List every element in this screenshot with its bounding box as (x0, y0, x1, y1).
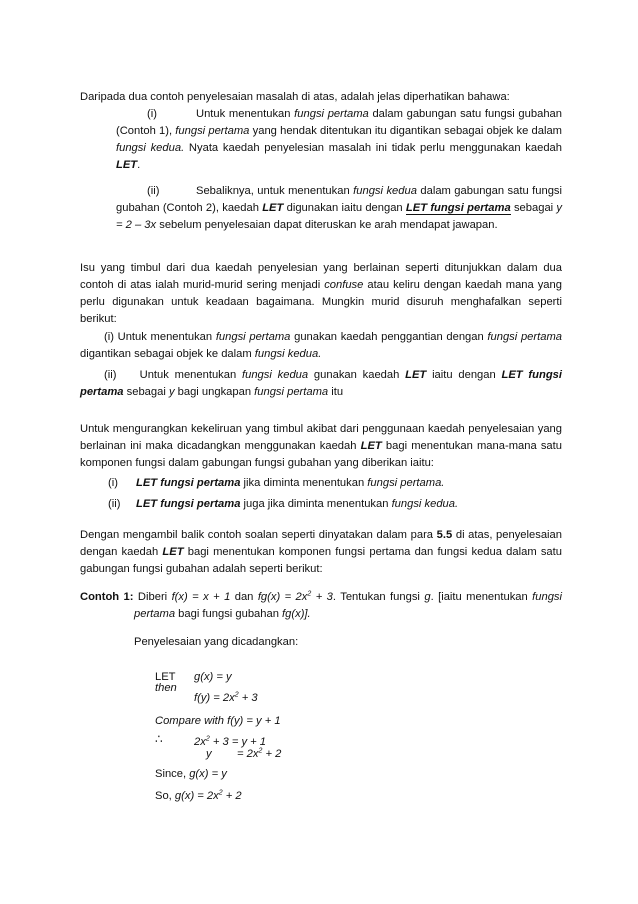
therefore-symbol: ∴ (155, 732, 163, 746)
reduce-paragraph: Untuk mengurangkan kekeliruan yang timbul akibat dari penggunaan kaedah penyelesaian yang berlainan ini maka dicadangkan menggunakan kaedah LET bagi menentukan mana-mana satu komponen fungsi dalam gabungan fungsi gubahan yang diberikan iaitu: (80, 423, 562, 469)
work-then: then (155, 682, 177, 694)
obs2-number: (ii) (147, 185, 160, 197)
intro-text: Daripada dua contoh penyelesaian masalah di atas, adalah jelas diperhatikan bahawa: (80, 91, 510, 103)
obs2-paragraph: Sebaliknya, untuk menentukan fungsi kedua dalam gabungan satu fungsi gubahan (Contoh 2), kaedah LET digunakan iaitu dengan LET fungsi pertama sebagai y = 2 – 3x sebelum penyelesaian dapat diteruskan ke arah mendapat jawapan. (116, 185, 563, 231)
work-fy: $f(y) = 2x^2 + 3$ (194, 691, 258, 704)
rule2-number: (ii) (108, 498, 121, 510)
work-since: Since, g(x) = y (155, 768, 227, 780)
memo1-paragraph: (i) Untuk menentukan fungsi pertama gunakan kaedah penggantian dengan fungsi pertama digantikan sebagai objek ke dalam fungsi kedua. (80, 331, 562, 360)
work-let: LET (155, 671, 176, 683)
example-paragraph: Contoh 1: Diberi f(x) = x + 1 dan $fg(x) = 2x^2 + 3$. Tentukan fungsi g. [iaitu menentukan fungsi pertama bagi fungsi gubahan fg(x)]. (80, 590, 563, 620)
rule1-text: LET fungsi pertama jika diminta menentukan fungsi pertama. (136, 477, 445, 489)
work-eq2: = $2x^2 + 2$ (237, 747, 282, 760)
retake-paragraph: Dengan mengambil balik contoh soalan seperti dinyatakan dalam para 5.5 di atas, penyelesaian dengan kaedah LET bagi menentukan komponen fungsi pertama dan fungsi kedua dalam satu gabungan fungsi gubahan adalah seperti berikut: (80, 529, 562, 575)
work-eq1: $2x^2 + 3 = y + 1$ (194, 735, 267, 748)
rule1-number: (i) (108, 477, 118, 489)
work-compare: Compare with f(y) = y + 1 (155, 715, 281, 727)
proposed-solution-label: Penyelesaian yang dicadangkan: (134, 636, 299, 648)
rule2-text: LET fungsi pertama juga jika diminta menentukan fungsi kedua. (136, 498, 459, 510)
work-so: So, $g(x) = 2x^2 + 2$ (155, 789, 242, 802)
memo2-paragraph: (ii) Untuk menentukan fungsi kedua gunakan kaedah LET iaitu dengan LET fungsi pertama sebagai y bagi ungkapan fungsi pertama itu (80, 369, 562, 398)
issue-paragraph: Isu yang timbul dari dua kaedah penyelesian yang berlainan seperti ditunjukkan dalam dua contoh di atas ialah murid-murid sering menjadi confuse atau keliru dengan kaedah mana yang perlu digunakan untuk keadaan bagaimana. Mungkin murid disuruh menghafalkan seperti berikut: (80, 262, 562, 325)
work-gx: g(x) = y (194, 671, 232, 683)
work-eq2-y: y (206, 748, 212, 760)
obs1-paragraph: Untuk menentukan fungsi pertama dalam gabungan satu fungsi gubahan (Contoh 1), fungsi pertama yang hendak ditentukan itu digantikan sebagai objek ke dalam fungsi kedua. Nyata kaedah penyelesian masalah ini tidak perlu menggunakan kaedah LET. (116, 108, 563, 171)
obs1-number: (i) (147, 108, 157, 120)
